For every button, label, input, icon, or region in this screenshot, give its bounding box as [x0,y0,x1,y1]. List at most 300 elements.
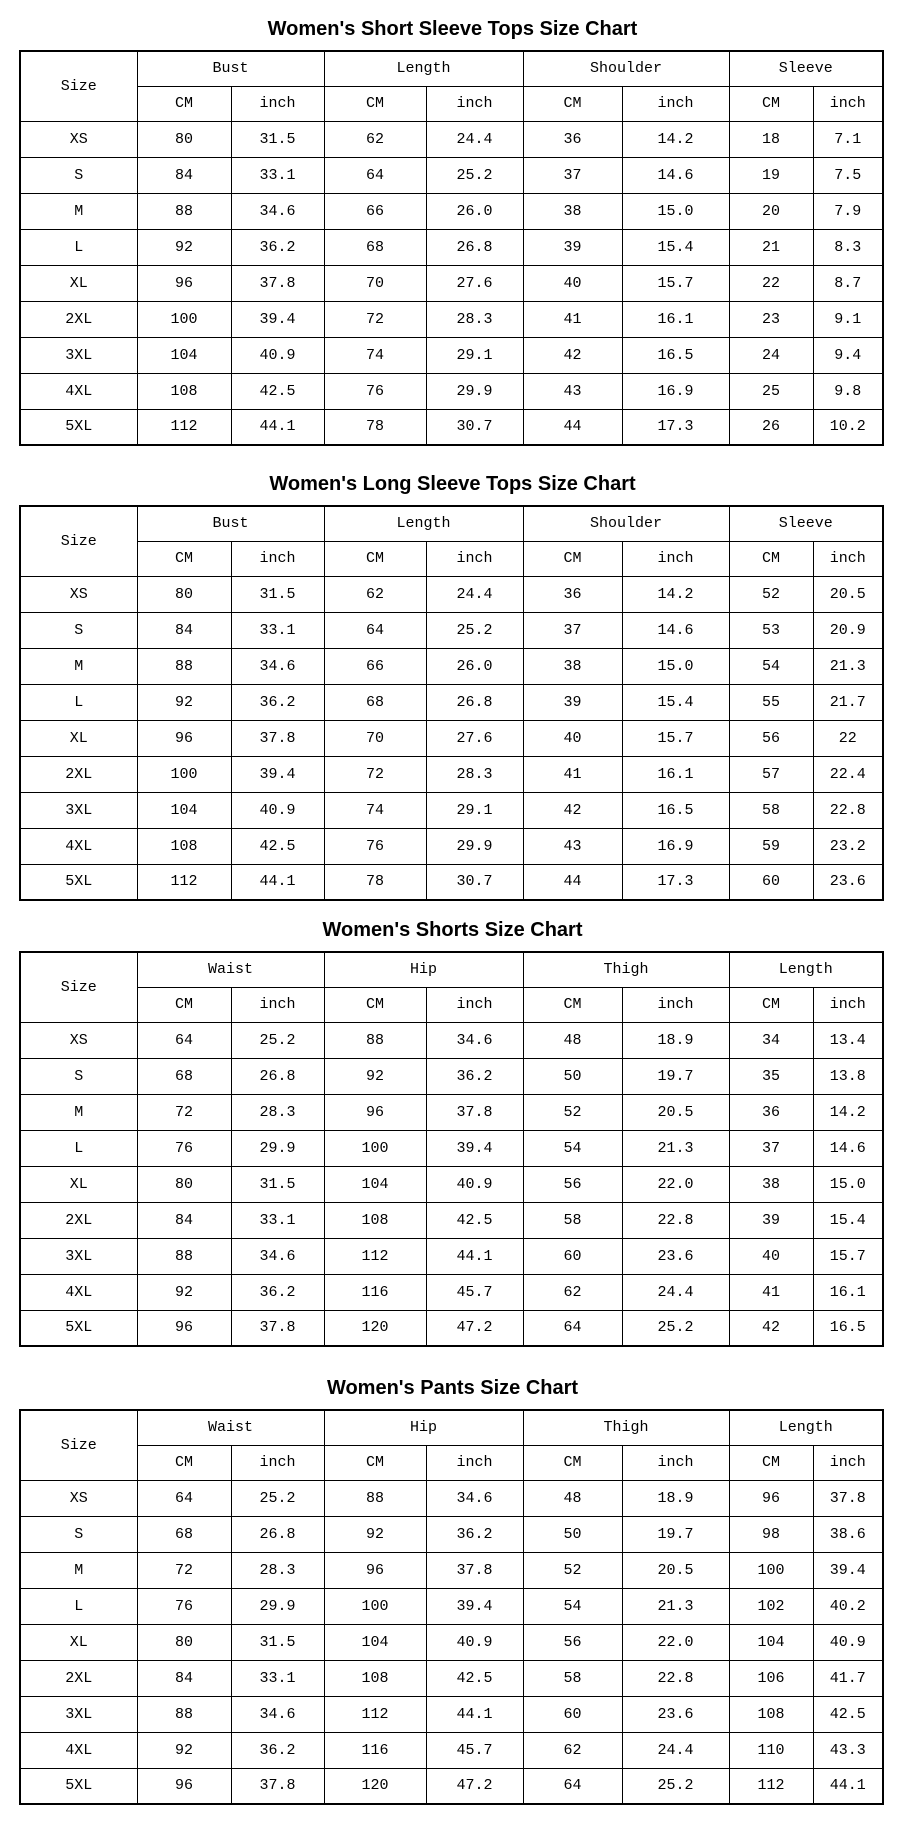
value-cell: 22.8 [813,792,883,828]
value-cell: 41 [523,301,622,337]
table-body [20,1022,883,1346]
value-cell: 104 [137,337,231,373]
value-cell: 24.4 [622,1732,729,1768]
value-cell: 88 [137,1238,231,1274]
value-cell: 96 [324,1094,426,1130]
table-row [20,373,883,409]
value-cell: 70 [324,265,426,301]
value-cell: 44.1 [231,864,324,900]
value-cell: 40 [729,1238,813,1274]
value-cell: 48 [523,1480,622,1516]
value-cell: 104 [324,1624,426,1660]
size-cell: S [20,1516,137,1552]
size-cell: XS [20,121,137,157]
value-cell: 37.8 [231,265,324,301]
table-row [20,612,883,648]
size-cell: 2XL [20,1202,137,1238]
table-row [20,1202,883,1238]
value-cell: 68 [137,1058,231,1094]
value-cell: 22.8 [622,1202,729,1238]
value-cell: 44 [523,864,622,900]
value-cell: 74 [324,337,426,373]
value-cell: 62 [324,121,426,157]
value-cell: 62 [523,1274,622,1310]
table-row [20,1130,883,1166]
value-cell: 59 [729,828,813,864]
value-cell: 33.1 [231,612,324,648]
value-cell: 84 [137,157,231,193]
unit-header-inch: inch [231,541,324,576]
value-cell: 104 [324,1166,426,1202]
value-cell: 96 [324,1552,426,1588]
value-cell: 64 [324,157,426,193]
group-header-waist: Waist [137,1410,324,1445]
value-cell: 16.5 [622,337,729,373]
table-row [20,1516,883,1552]
size-cell: L [20,684,137,720]
value-cell: 26.8 [231,1516,324,1552]
value-cell: 39 [523,684,622,720]
value-cell: 31.5 [231,1166,324,1202]
value-cell: 23 [729,301,813,337]
value-cell: 39 [729,1202,813,1238]
value-cell: 100 [729,1552,813,1588]
size-cell: L [20,229,137,265]
table-row [20,1696,883,1732]
value-cell: 28.3 [231,1094,324,1130]
value-cell: 45.7 [426,1732,523,1768]
value-cell: 37.8 [231,720,324,756]
value-cell: 43 [523,373,622,409]
value-cell: 8.7 [813,265,883,301]
value-cell: 22.8 [622,1660,729,1696]
value-cell: 36 [523,576,622,612]
unit-header-inch: inch [813,86,883,121]
table-row [20,337,883,373]
value-cell: 15.7 [622,265,729,301]
value-cell: 44.1 [426,1238,523,1274]
value-cell: 39 [523,229,622,265]
group-header-thigh: Thigh [523,952,729,987]
value-cell: 21.3 [813,648,883,684]
group-header-thigh: Thigh [523,1410,729,1445]
value-cell: 36.2 [231,229,324,265]
value-cell: 108 [137,373,231,409]
value-cell: 40.9 [426,1624,523,1660]
value-cell: 62 [324,576,426,612]
value-cell: 108 [324,1202,426,1238]
value-cell: 37.8 [426,1094,523,1130]
value-cell: 23.6 [813,864,883,900]
value-cell: 37 [523,157,622,193]
table-row [20,1588,883,1624]
value-cell: 33.1 [231,157,324,193]
value-cell: 88 [324,1480,426,1516]
value-cell: 40.2 [813,1588,883,1624]
value-cell: 13.4 [813,1022,883,1058]
value-cell: 26.0 [426,648,523,684]
size-cell: 3XL [20,792,137,828]
group-header-sleeve: Sleeve [729,51,883,86]
value-cell: 96 [137,1310,231,1346]
value-cell: 14.6 [622,612,729,648]
value-cell: 52 [523,1552,622,1588]
value-cell: 112 [137,864,231,900]
unit-header-inch: inch [231,1445,324,1480]
value-cell: 17.3 [622,409,729,445]
value-cell: 92 [137,684,231,720]
section-pants [0,1347,905,1805]
table-header [20,952,883,1022]
value-cell: 42 [729,1310,813,1346]
value-cell: 28.3 [231,1552,324,1588]
value-cell: 38 [729,1166,813,1202]
value-cell: 30.7 [426,409,523,445]
table-row [20,720,883,756]
value-cell: 106 [729,1660,813,1696]
table-row [20,1310,883,1346]
value-cell: 64 [523,1768,622,1804]
value-cell: 40.9 [426,1166,523,1202]
table-row [20,409,883,445]
value-cell: 56 [523,1166,622,1202]
value-cell: 14.2 [813,1094,883,1130]
value-cell: 20 [729,193,813,229]
pants-table [19,1409,884,1805]
value-cell: 76 [137,1130,231,1166]
value-cell: 100 [324,1130,426,1166]
value-cell: 34 [729,1022,813,1058]
value-cell: 29.9 [231,1588,324,1624]
unit-header-cm: CM [523,541,622,576]
table-row [20,576,883,612]
unit-header-inch: inch [231,987,324,1022]
value-cell: 84 [137,1202,231,1238]
table-row [20,1624,883,1660]
value-cell: 21.7 [813,684,883,720]
value-cell: 10.2 [813,409,883,445]
size-cell: XS [20,1022,137,1058]
chart-title: Women's Long Sleeve Tops Size Chart [269,473,636,495]
table-row [20,121,883,157]
value-cell: 19.7 [622,1058,729,1094]
value-cell: 38 [523,193,622,229]
size-cell: S [20,157,137,193]
value-cell: 21.3 [622,1588,729,1624]
value-cell: 42 [523,337,622,373]
value-cell: 108 [137,828,231,864]
unit-header-inch: inch [231,86,324,121]
value-cell: 24.4 [622,1274,729,1310]
value-cell: 74 [324,792,426,828]
value-cell: 19 [729,157,813,193]
value-cell: 19.7 [622,1516,729,1552]
value-cell: 36.2 [426,1516,523,1552]
value-cell: 20.5 [622,1552,729,1588]
value-cell: 100 [137,301,231,337]
value-cell: 15.7 [622,720,729,756]
value-cell: 110 [729,1732,813,1768]
value-cell: 120 [324,1768,426,1804]
value-cell: 21.3 [622,1130,729,1166]
table-row [20,1660,883,1696]
value-cell: 24 [729,337,813,373]
value-cell: 24.4 [426,121,523,157]
value-cell: 56 [729,720,813,756]
size-cell: XL [20,265,137,301]
value-cell: 14.2 [622,576,729,612]
value-cell: 52 [523,1094,622,1130]
value-cell: 58 [729,792,813,828]
section-shorts [0,901,905,1347]
value-cell: 80 [137,1166,231,1202]
value-cell: 7.5 [813,157,883,193]
value-cell: 36 [729,1094,813,1130]
value-cell: 23.2 [813,828,883,864]
value-cell: 84 [137,612,231,648]
value-cell: 39.4 [231,301,324,337]
value-cell: 42 [523,792,622,828]
value-cell: 39.4 [231,756,324,792]
unit-header-cm: CM [729,86,813,121]
value-cell: 116 [324,1274,426,1310]
value-cell: 72 [324,301,426,337]
value-cell: 54 [729,648,813,684]
size-cell: 5XL [20,409,137,445]
value-cell: 64 [523,1310,622,1346]
value-cell: 34.6 [231,1238,324,1274]
unit-header-cm: CM [324,86,426,121]
size-cell: 2XL [20,301,137,337]
table-row [20,864,883,900]
value-cell: 30.7 [426,864,523,900]
value-cell: 34.6 [426,1480,523,1516]
value-cell: 37 [523,612,622,648]
table-row [20,828,883,864]
unit-header-inch: inch [622,1445,729,1480]
value-cell: 29.1 [426,792,523,828]
table-header [20,51,883,121]
value-cell: 54 [523,1588,622,1624]
value-cell: 88 [137,193,231,229]
value-cell: 48 [523,1022,622,1058]
chart-title: Women's Short Sleeve Tops Size Chart [267,18,638,40]
value-cell: 15.0 [622,193,729,229]
value-cell: 36.2 [231,1274,324,1310]
size-cell: 5XL [20,1768,137,1804]
value-cell: 27.6 [426,720,523,756]
value-cell: 72 [324,756,426,792]
value-cell: 31.5 [231,576,324,612]
table-row [20,1238,883,1274]
value-cell: 57 [729,756,813,792]
value-cell: 17.3 [622,864,729,900]
size-cell: 4XL [20,828,137,864]
value-cell: 31.5 [231,1624,324,1660]
value-cell: 20.5 [622,1094,729,1130]
value-cell: 64 [137,1480,231,1516]
value-cell: 16.5 [813,1310,883,1346]
value-cell: 62 [523,1732,622,1768]
value-cell: 92 [137,1732,231,1768]
group-header-bust: Bust [137,51,324,86]
value-cell: 24.4 [426,576,523,612]
long-sleeve-tops-table [19,505,884,901]
table-body [20,576,883,900]
size-cell: XL [20,1624,137,1660]
value-cell: 41.7 [813,1660,883,1696]
value-cell: 15.4 [813,1202,883,1238]
value-cell: 112 [729,1768,813,1804]
value-cell: 41 [729,1274,813,1310]
value-cell: 76 [324,373,426,409]
value-cell: 42.5 [426,1660,523,1696]
unit-header-inch: inch [622,987,729,1022]
value-cell: 22 [813,720,883,756]
value-cell: 23.6 [622,1238,729,1274]
value-cell: 26.8 [231,1058,324,1094]
value-cell: 9.8 [813,373,883,409]
value-cell: 13.8 [813,1058,883,1094]
table-row [20,756,883,792]
size-cell: M [20,1552,137,1588]
size-cell: M [20,648,137,684]
value-cell: 25.2 [426,612,523,648]
value-cell: 92 [324,1516,426,1552]
unit-header-cm: CM [523,1445,622,1480]
value-cell: 52 [729,576,813,612]
group-header-shoulder: Shoulder [523,51,729,86]
value-cell: 36.2 [231,1732,324,1768]
value-cell: 16.9 [622,828,729,864]
value-cell: 28.3 [426,756,523,792]
value-cell: 58 [523,1202,622,1238]
group-header-length: Length [729,1410,883,1445]
value-cell: 26.0 [426,193,523,229]
value-cell: 25.2 [622,1768,729,1804]
value-cell: 34.6 [231,648,324,684]
value-cell: 25.2 [231,1022,324,1058]
table-row [20,265,883,301]
chart-title: Women's Pants Size Chart [326,1377,579,1399]
value-cell: 60 [523,1238,622,1274]
value-cell: 22 [729,265,813,301]
value-cell: 112 [324,1696,426,1732]
value-cell: 37.8 [813,1480,883,1516]
unit-header-cm: CM [137,86,231,121]
section-short-sleeve-tops [0,0,905,446]
table-row [20,157,883,193]
value-cell: 104 [137,792,231,828]
value-cell: 39.4 [426,1588,523,1624]
unit-header-cm: CM [729,541,813,576]
value-cell: 33.1 [231,1660,324,1696]
value-cell: 34.6 [231,1696,324,1732]
group-header-hip: Hip [324,1410,523,1445]
unit-header-cm: CM [729,1445,813,1480]
value-cell: 88 [137,648,231,684]
unit-header-cm: CM [137,541,231,576]
value-cell: 78 [324,864,426,900]
value-cell: 18.9 [622,1022,729,1058]
value-cell: 16.1 [622,301,729,337]
value-cell: 56 [523,1624,622,1660]
value-cell: 33.1 [231,1202,324,1238]
table-row [20,1552,883,1588]
table-row [20,1768,883,1804]
value-cell: 88 [324,1022,426,1058]
unit-header-inch: inch [813,1445,883,1480]
value-cell: 80 [137,576,231,612]
table-body [20,121,883,445]
size-column-header: Size [20,51,137,121]
value-cell: 14.6 [622,157,729,193]
size-cell: S [20,1058,137,1094]
value-cell: 43.3 [813,1732,883,1768]
value-cell: 58 [523,1660,622,1696]
value-cell: 25 [729,373,813,409]
value-cell: 76 [324,828,426,864]
size-cell: 3XL [20,1696,137,1732]
value-cell: 64 [324,612,426,648]
value-cell: 38.6 [813,1516,883,1552]
value-cell: 20.5 [813,576,883,612]
value-cell: 112 [137,409,231,445]
value-cell: 40.9 [231,337,324,373]
value-cell: 7.1 [813,121,883,157]
size-cell: 5XL [20,864,137,900]
value-cell: 50 [523,1516,622,1552]
value-cell: 96 [137,1768,231,1804]
value-cell: 41 [523,756,622,792]
size-cell: 3XL [20,337,137,373]
value-cell: 44.1 [231,409,324,445]
value-cell: 53 [729,612,813,648]
group-header-length: Length [324,506,523,541]
group-header-length: Length [729,952,883,987]
size-cell: 4XL [20,373,137,409]
value-cell: 76 [137,1588,231,1624]
group-header-waist: Waist [137,952,324,987]
value-cell: 35 [729,1058,813,1094]
size-column-header: Size [20,952,137,1022]
value-cell: 34.6 [426,1022,523,1058]
table-row [20,792,883,828]
size-cell: XS [20,1480,137,1516]
value-cell: 66 [324,193,426,229]
size-cell: S [20,612,137,648]
table-row [20,1166,883,1202]
value-cell: 44.1 [813,1768,883,1804]
value-cell: 23.6 [622,1696,729,1732]
value-cell: 50 [523,1058,622,1094]
value-cell: 80 [137,1624,231,1660]
value-cell: 26 [729,409,813,445]
unit-header-cm: CM [324,1445,426,1480]
unit-header-cm: CM [523,987,622,1022]
value-cell: 60 [729,864,813,900]
section-long-sleeve-tops [0,446,905,901]
value-cell: 47.2 [426,1310,523,1346]
value-cell: 15.7 [813,1238,883,1274]
size-cell: 2XL [20,756,137,792]
unit-header-cm: CM [729,987,813,1022]
size-column-header: Size [20,506,137,576]
value-cell: 9.4 [813,337,883,373]
value-cell: 29.9 [426,373,523,409]
chart-title: Women's Shorts Size Chart [322,919,583,941]
value-cell: 108 [729,1696,813,1732]
